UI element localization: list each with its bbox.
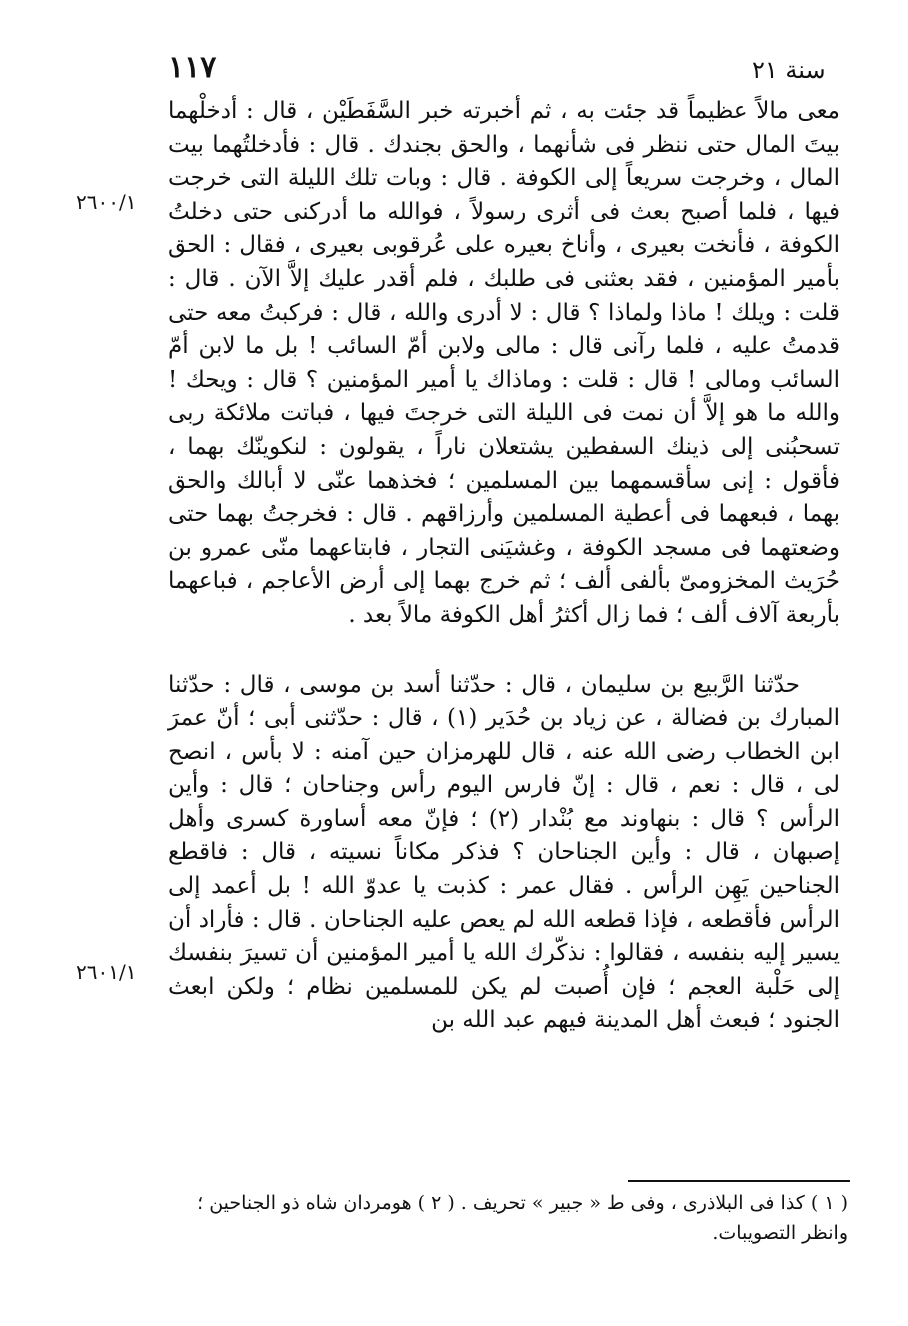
footnotes: ( ١ ) كذا فى البلاذرى ، وفى ط « جبير » تحريف . ( ٢ ) هومردان شاه ذو الجناحين ؛ وانظر التصويبات. [197, 1192, 848, 1244]
paragraph: حدّثنا الرَّبيع بن سليمان ، قال : حدّثنا أسد بن موسى ، قال : حدّثنا المبارك بن فضالة ، عن زياد بن حُدَير (١) ، قال : حدّثنى أبى ؛ أنّ عمرَ ابن الخطاب رضى الله عنه ، قال للهرمزان حين آمنه : لا بأس ، انصح لى ، قال : نعم ، قال : إنّ فارس اليوم رأس وجناحان ؛ قال : وأين الرأس ؟ قال : بنهاوند مع بُنْدار (٢) ؛ فإنّ معه أساورة كسرى وأهل إصبهان ، قال : وأين الجناحان ؟ فذكر مكاناً نسيته ، قال : فاقطع الجناحين يَهِن الرأس . فقال عمر : كذبت يا عدوّ الله ! بل أعمد إلى الرأس فأقطعه ، فإذا قطعه الله لم يعص عليه الجناحان . قال : فأراد أن يسير إليه بنفسه ، فقالوا : نذكّرك الله يا أمير المؤمنين أن تسيرَ بنفسك إلى حَلْبة العجم ؛ فإن أُصبت لم يكن للمسلمين نظام ؛ ولكن ابعث الجنود ؛ فبعث أهل المدينة فيهم عبد الله بن [168, 671, 840, 1034]
page-number: ١١٧ [168, 50, 217, 85]
margin-reference: ٢٦٠١/١ [76, 960, 137, 984]
footnote-divider [628, 1180, 850, 1182]
main-text [168, 95, 840, 1038]
margin-reference: ٢٦٠٠/١ [76, 190, 137, 214]
paragraph: معى مالاً عظيماً قد جئت به ، ثم أخبرته خبر السَّفَطَيْن ، قال : أدخلْهما بيتَ المال حتى ننظر فى شأنهما ، والحق بجندك . قال : فأدخلتُهما بيت المال ، وخرجت سريعاً إلى الكوفة . قال : وبات تلك الليلة التى خرجت فيها ، فلما أصبح بعث فى أثرى رسولاً ، فوالله ما أدركنى حتى دخلتُ الكوفة ، فأنخت بعيرى ، وأناخ بعيره على عُرقوبى بعيرى ، فقال : الحق بأمير المؤمنين ، فقد بعثنى فى طلبك ، فلم أقدر عليك إلاَّ الآن . قال : قلت : ويلك ! ماذا ولماذا ؟ قال : لا أدرى والله ، قال : فركبتُ معه حتى قدمتُ عليه ، فلما رآنى قال : مالى ولابن أمّ السائب ! بل ما لابن أمّ السائب ومالى ! قال : قلت : وماذاك يا أمير المؤمنين ؟ قال : ويحك ! والله ما هو إلاَّ أن نمت فى الليلة التى خرجتَ فيها ، فباتت ملائكة ربى تسحبُنى إلى ذينك السفطين يشتعلان ناراً ، يقولون : لنكوينّك بهما ، فأقول : إنى سأقسمهما بين المسلمين ؛ فخذهما عنّى لا أبالك والحق بهما ، فبعهما فى أعطية المسلمين وأرزاقهم . قال : فخرجتُ بهما حتى وضعتهما فى مسجد الكوفة ، وغشيَنى التجار ، فابتاعهما منّى عمرو بن حُرَيث المخزومىّ بألفى ألف ؛ ثم خرج بهما إلى أرض الأعاجم ، فباعهما بأربعة آلاف ألف ؛ فما زال أكثرُ أهل الكوفة مالاً بعد . [168, 98, 840, 628]
running-head-year: سنة ٢١ [752, 56, 826, 84]
